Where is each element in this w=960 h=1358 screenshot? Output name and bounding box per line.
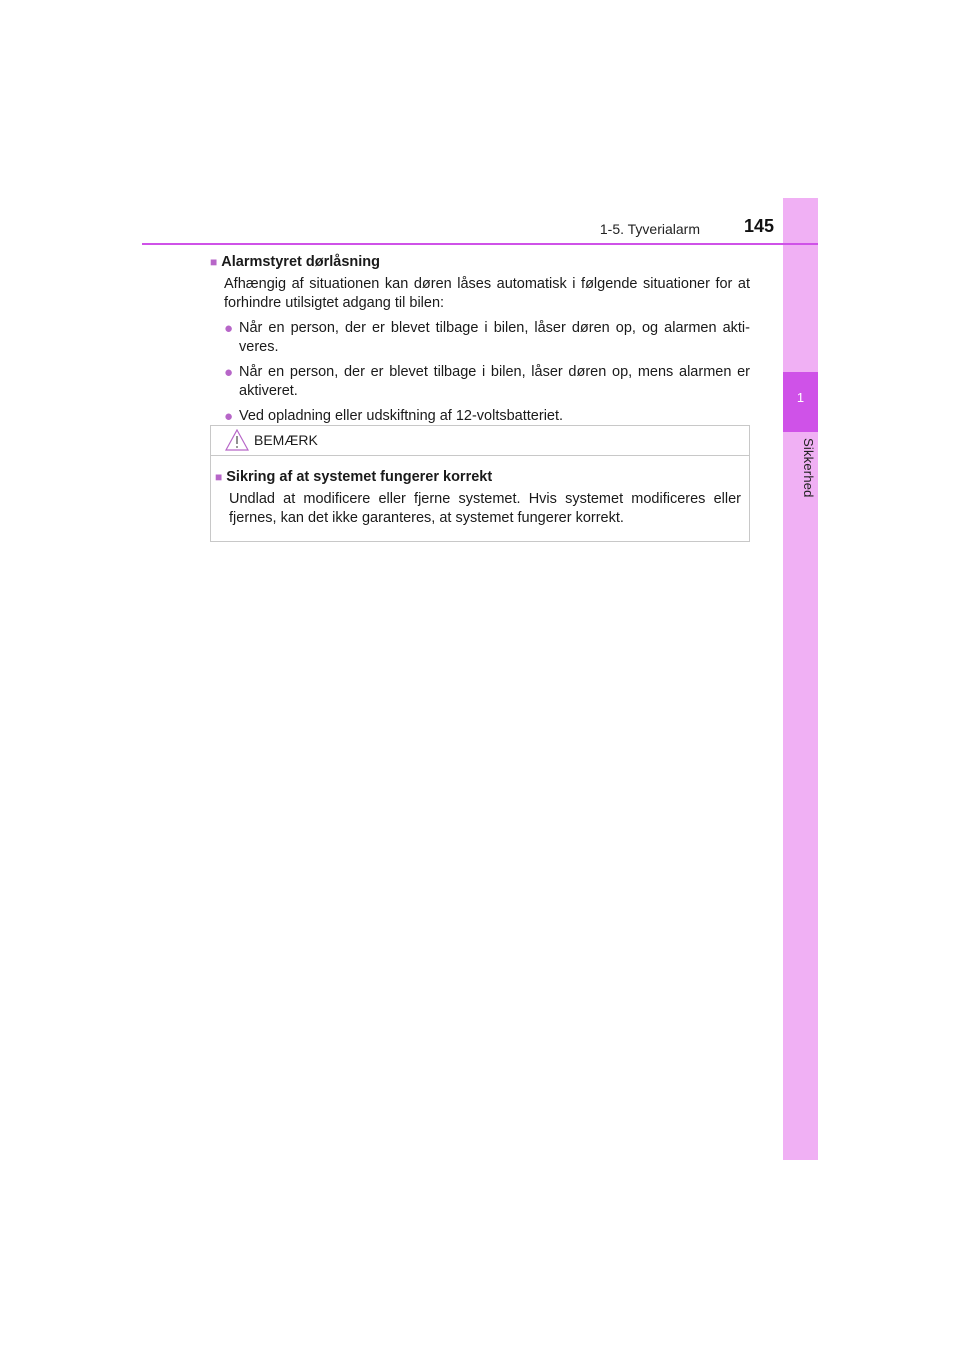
section-heading-text: Alarmstyret dørlåsning (221, 254, 380, 270)
intro-paragraph: Afhængig af situationen kan døren låses automatisk i følgende situationer for at forhindre utilsigtet adgang til bilen: (224, 276, 750, 311)
notice-heading-text: Sikring af at systemet fungerer korrekt (226, 469, 493, 485)
section-title: 1-5. Tyverialarm (599, 221, 700, 237)
notice-title: BEMÆRK (254, 432, 318, 448)
list-item (224, 363, 750, 401)
circle-bullet-icon: ● (224, 364, 234, 381)
section-heading (210, 253, 750, 272)
circle-bullet-icon: ● (224, 320, 234, 337)
square-bullet-icon: ■ (210, 255, 218, 269)
notice-heading (215, 468, 741, 487)
notice-paragraph: Undlad at modificere eller fjerne systemet. Hvis systemet modificeres eller fjernes, kan det ikke garanteres, at systemet fungerer korrekt. (229, 491, 741, 526)
notice-box (210, 425, 750, 542)
list-item-text: Når en person, der er blevet tilbage i bilen, låser døren op, og alarmen akti-veres. (239, 320, 750, 355)
list-item-text: Når en person, der er blevet tilbage i bilen, låser døren op, mens alarmen er aktiveret. (239, 364, 750, 399)
list-item-text: Ved opladning eller udskiftning af 12-voltsbatteriet. (239, 408, 564, 424)
warning-triangle-icon (225, 429, 249, 451)
square-bullet-icon: ■ (215, 470, 223, 484)
page-number: 145 (743, 216, 774, 236)
list-item (224, 407, 750, 426)
notice-body (211, 456, 749, 528)
list-item (224, 319, 750, 357)
circle-bullet-icon: ● (224, 408, 234, 425)
chapter-number: 1 (796, 390, 805, 405)
notice-header (211, 426, 749, 456)
header-rule (142, 243, 818, 245)
chapter-side-tab (783, 198, 818, 1160)
chapter-label: Sikkerhed (801, 438, 816, 498)
main-content (210, 253, 750, 432)
